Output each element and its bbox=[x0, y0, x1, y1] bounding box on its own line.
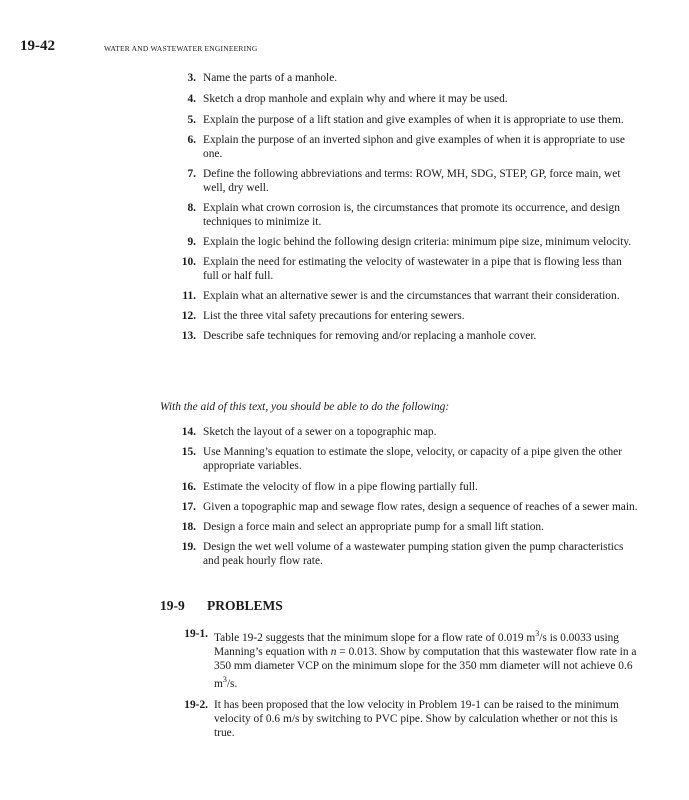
item-text: Design a force main and select an appropriate pump for a small lift station. bbox=[203, 521, 544, 533]
running-head: WATER AND WASTEWATER ENGINEERING bbox=[104, 44, 258, 53]
problem-text: It has been proposed that the low velocity in Problem 19-1 can be raised to the minimum velocity of 0.6 m/s by switching to PVC pipe. Show by calculation whether or not this is true. bbox=[214, 698, 619, 739]
item-number: 12. bbox=[181, 310, 196, 322]
item-number: 15. bbox=[181, 446, 196, 458]
item-number: 6. bbox=[187, 134, 196, 146]
item-text: Explain the logic behind the following design criteria: minimum pipe size, minimum velocity. bbox=[203, 236, 632, 248]
item-text: Use Manning’s equation to estimate the slope, velocity, or capacity of a pipe given the other appropriate variables. bbox=[203, 446, 623, 472]
list-item bbox=[158, 500, 638, 514]
list-item bbox=[158, 235, 638, 249]
item-text: Explain the purpose of a lift station and give examples of when it is appropriate to use them. bbox=[203, 114, 624, 126]
item-number: 18. bbox=[181, 521, 196, 533]
item-text: Define the following abbreviations and terms: ROW, MH, SDG, STEP, GP, force main, wet well, dry well. bbox=[203, 168, 621, 194]
item-text: Sketch the layout of a sewer on a topographic map. bbox=[203, 426, 437, 438]
item-number: 4. bbox=[187, 93, 196, 105]
list-item bbox=[158, 289, 638, 303]
item-number: 13. bbox=[181, 330, 196, 342]
item-number: 19. bbox=[181, 541, 196, 553]
item-number: 11. bbox=[182, 290, 196, 302]
problem-item bbox=[160, 698, 638, 740]
item-number: 3. bbox=[187, 72, 196, 84]
section-heading bbox=[160, 598, 283, 614]
section-number: 19-9 bbox=[160, 598, 185, 613]
item-text: Explain the need for estimating the velocity of wastewater in a pipe that is flowing less than full or half full. bbox=[203, 256, 622, 282]
problem-item bbox=[160, 627, 638, 691]
item-text: Name the parts of a manhole. bbox=[203, 72, 338, 84]
item-text: Sketch a drop manhole and explain why and where it may be used. bbox=[203, 93, 508, 105]
list-item bbox=[158, 309, 638, 323]
item-text: Explain what crown corrosion is, the circumstances that promote its occurrence, and design techniques to minimize it. bbox=[203, 202, 620, 228]
page-number: 19-42 bbox=[20, 38, 55, 54]
list-item bbox=[158, 445, 638, 473]
list-item bbox=[158, 201, 638, 229]
list-item bbox=[158, 480, 638, 494]
list-item bbox=[158, 520, 638, 534]
objectives-list-b bbox=[158, 425, 638, 568]
list-item bbox=[158, 329, 638, 343]
item-text: Explain the purpose of an inverted siphon and give examples of when it is appropriate to use one. bbox=[203, 134, 625, 160]
item-number: 16. bbox=[181, 481, 196, 493]
item-text: Design the wet well volume of a wastewater pumping station given the pump characteristics and peak hourly flow rate. bbox=[203, 541, 624, 567]
objectives-list-a bbox=[158, 71, 638, 343]
item-number: 8. bbox=[187, 202, 196, 214]
item-text: Explain what an alternative sewer is and the circumstances that warrant their consideration. bbox=[203, 290, 620, 302]
problem-number: 19-2. bbox=[184, 698, 208, 711]
lead-in-text: With the aid of this text, you should be able to do the following: bbox=[160, 401, 450, 413]
problems-list bbox=[160, 627, 638, 740]
item-number: 7. bbox=[187, 168, 196, 180]
list-item bbox=[158, 167, 638, 195]
list-item bbox=[158, 255, 638, 283]
problem-text: Table 19-2 suggests that the minimum slope for a flow rate of 0.019 $m^3/s$ is 0.0033 using Manning’s equation with n = 0.013. Show by computation that this wastewater flow rate in a 350 mm diameter VCP on the minimum slope for the 350 mm diameter will not achieve 0.6 $m^3/s$. bbox=[214, 629, 637, 690]
list-item bbox=[158, 92, 638, 106]
item-number: 14. bbox=[181, 426, 196, 438]
item-text: Describe safe techniques for removing and/or replacing a manhole cover. bbox=[203, 330, 537, 342]
item-number: 10. bbox=[181, 256, 196, 268]
list-item bbox=[158, 113, 638, 127]
item-number: 17. bbox=[181, 501, 196, 513]
list-item bbox=[158, 540, 638, 568]
section-title: PROBLEMS bbox=[207, 598, 283, 613]
item-number: 9. bbox=[187, 236, 196, 248]
list-item bbox=[158, 425, 638, 439]
list-item bbox=[158, 71, 638, 85]
problem-number: 19-1. bbox=[184, 628, 208, 640]
item-text: Given a topographic map and sewage flow rates, design a sequence of reaches of a sewer main. bbox=[203, 501, 638, 513]
item-text: Estimate the velocity of flow in a pipe flowing partially full. bbox=[203, 481, 478, 493]
item-text: List the three vital safety precautions for entering sewers. bbox=[203, 310, 465, 322]
item-number: 5. bbox=[187, 114, 196, 126]
list-item bbox=[158, 133, 638, 161]
